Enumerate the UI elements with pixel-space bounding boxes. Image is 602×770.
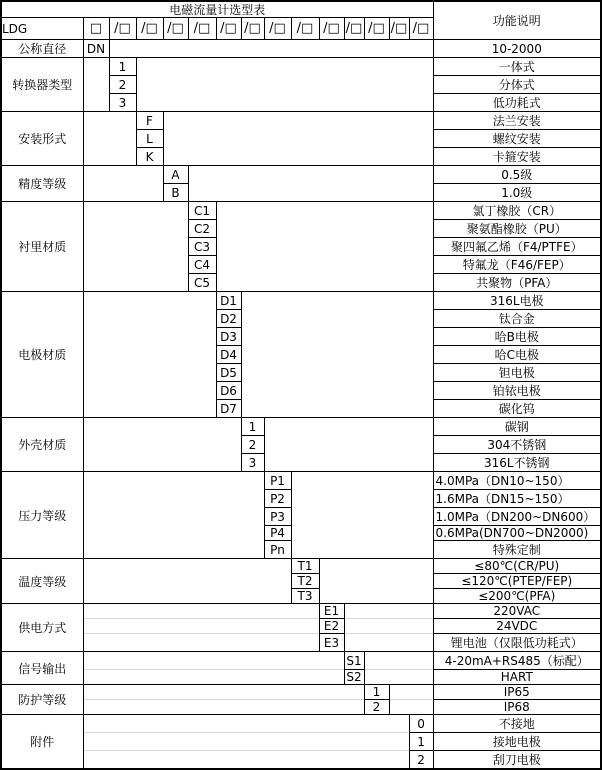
code-cell: L [136,130,163,148]
blank-filler-right [163,112,433,130]
blank-filler-right [344,604,433,619]
table-row [1,733,601,751]
code-cell: 0 [409,715,433,733]
table-row [1,346,601,364]
blank-filler-left [83,130,136,148]
function-cell: 法兰安装 [433,112,601,130]
code-cell: 1 [409,733,433,751]
blank-filler-left [83,328,216,346]
code-cell: 1 [241,418,264,436]
code-cell: S1 [344,652,364,670]
function-cell: 分体式 [433,76,601,94]
code-cell: C1 [188,202,216,220]
function-cell: 卡箍安装 [433,148,601,166]
category-label: 衬里材质 [1,202,83,292]
blank-filler-right [163,148,433,166]
code-slot: /□ [163,18,188,40]
blank-filler-left [83,733,409,751]
category-label: 防护等级 [1,685,83,715]
function-cell: IP65 [433,685,601,700]
blank-filler-right [364,652,433,670]
code-cell: T3 [291,589,319,604]
blank-filler-right [241,400,433,418]
blank-filler-left [83,220,188,238]
function-cell: 4.0MPa（DN10~150） [433,472,601,490]
function-cell: 0.5级 [433,166,601,184]
function-cell: 聚氨酯橡胶（PU） [433,220,601,238]
table-row [1,574,601,589]
blank-filler-right [216,220,433,238]
blank-filler-right [291,526,433,541]
selection-table-body [1,40,601,770]
table-row [1,130,601,148]
code-cell: T2 [291,574,319,589]
blank-filler-left [83,715,409,733]
blank-filler-left [83,184,163,202]
blank-filler-left [83,292,216,310]
table-row [1,604,601,619]
blank-filler-right [241,292,433,310]
code-cell: E2 [319,619,344,634]
blank-filler-left [83,526,264,541]
function-cell: 聚四氟乙烯（F4/PTFE） [433,238,601,256]
blank-filler-left [83,700,364,715]
category-label: 电极材质 [1,292,83,418]
blank-filler-right [319,574,433,589]
code-cell: C3 [188,238,216,256]
blank-filler-right [389,700,433,715]
title-row [1,1,601,18]
table-row [1,589,601,604]
blank-filler-right [389,685,433,700]
function-cell: 刮刀电极 [433,751,601,770]
blank-filler-left [83,166,163,184]
function-cell: 低功耗式 [433,94,601,112]
code-cell: K [136,148,163,166]
code-cell: D7 [216,400,241,418]
blank-filler-left [83,382,216,400]
function-cell: 特殊定制 [433,541,601,559]
blank-filler-left [83,634,319,652]
blank-filler-left [83,148,136,166]
code-cell: E3 [319,634,344,652]
function-cell: 钽电极 [433,364,601,382]
blank-filler-right [216,238,433,256]
code-slot: /□ [291,18,319,40]
code-cell: P2 [264,490,291,508]
blank-filler-right [241,382,433,400]
category-label: 信号输出 [1,652,83,685]
code-cell: 2 [409,751,433,770]
table-row [1,541,601,559]
function-cell: 碳钢 [433,418,601,436]
function-column-header: 功能说明 [433,1,601,40]
code-cell: B [163,184,188,202]
blank-filler-left [83,574,291,589]
table-row [1,751,601,770]
blank-filler-left [83,670,344,685]
table-row [1,94,601,112]
function-cell: 220VAC [433,604,601,619]
table-row [1,256,601,274]
table-row [1,400,601,418]
table-row [1,202,601,220]
blank-filler-right [188,166,433,184]
category-label: 转换器类型 [1,58,83,112]
code-slot: /□ [241,18,264,40]
blank-filler-right [319,589,433,604]
blank-filler-right [136,94,433,112]
table-row [1,454,601,472]
code-cell: D4 [216,346,241,364]
blank-filler-right [291,541,433,559]
selection-table-header [1,1,601,40]
blank-filler-left [83,256,188,274]
function-cell: 锂电池（仅限低功耗式） [433,634,601,652]
category-label: 供电方式 [1,604,83,652]
blank-filler-right [241,364,433,382]
code-slot: /□ [264,18,291,40]
category-label: 精度等级 [1,166,83,202]
function-cell: 哈B电极 [433,328,601,346]
code-cell: 1 [364,685,389,700]
function-cell: 铂铱电极 [433,382,601,400]
category-label: 安装形式 [1,112,83,166]
blank-filler-right [241,310,433,328]
code-cell: 2 [109,76,136,94]
code-slot: /□ [409,18,433,40]
blank-filler-left [83,541,264,559]
blank-filler-right [136,58,433,76]
table-row [1,238,601,256]
code-cell: P1 [264,472,291,490]
code-cell: 1 [109,58,136,76]
blank-filler-right [319,559,433,574]
blank-filler-left [83,652,344,670]
blank-filler-left [83,559,291,574]
function-cell: 共聚物（PFA） [433,274,601,292]
function-cell: 1.0MPa（DN200~DN600） [433,508,601,526]
code-cell: DN [83,40,109,58]
code-cell: D6 [216,382,241,400]
blank-filler-left [83,751,409,770]
blank-filler-left [83,274,188,292]
table-row [1,559,601,574]
code-cell: P3 [264,508,291,526]
table-row [1,184,601,202]
table-row [1,652,601,670]
table-row [1,274,601,292]
category-label: 公称直径 [1,40,83,58]
function-cell: 螺纹安装 [433,130,601,148]
blank-filler-right [136,76,433,94]
table-row [1,490,601,508]
table-row [1,364,601,382]
table-row [1,436,601,454]
category-label: 外壳材质 [1,418,83,472]
blank-filler-left [83,112,136,130]
code-cell: S2 [344,670,364,685]
function-cell: 4-20mA+RS485（标配） [433,652,601,670]
code-box: □ [83,18,109,40]
table-row [1,328,601,346]
blank-filler-right [241,328,433,346]
blank-filler-right [344,634,433,652]
code-cell: F [136,112,163,130]
blank-filler-right [264,454,433,472]
table-row [1,508,601,526]
table-row [1,715,601,733]
table-row [1,220,601,238]
function-cell: 1.6MPa（DN15~150） [433,490,601,508]
blank-filler-right [216,256,433,274]
blank-filler-left [83,472,264,490]
blank-filler-left [83,400,216,418]
code-cell: D2 [216,310,241,328]
table-row [1,619,601,634]
blank-filler-left [83,364,216,382]
category-label: 附件 [1,715,83,770]
blank-filler-right [216,274,433,292]
table-row [1,310,601,328]
blank-filler-left [83,94,109,112]
code-cell: P4 [264,526,291,541]
table-row [1,76,601,94]
blank-filler-right [344,619,433,634]
function-cell: 特氟龙（F46/FEP） [433,256,601,274]
code-cell: 3 [241,454,264,472]
code-slot: /□ [216,18,241,40]
blank-filler-right [291,490,433,508]
table-row [1,700,601,715]
table-row [1,112,601,130]
blank-filler-left [83,238,188,256]
code-slot: /□ [136,18,163,40]
function-cell: 316L不锈钢 [433,454,601,472]
function-cell: 氯丁橡胶（CR） [433,202,601,220]
code-slot: /□ [344,18,364,40]
function-cell: 304不锈钢 [433,436,601,454]
code-cell: C4 [188,256,216,274]
table-row [1,58,601,76]
blank-filler-left [83,436,241,454]
blank-filler-left [83,490,264,508]
category-label: 温度等级 [1,559,83,604]
blank-filler-right [216,202,433,220]
blank-filler-left [83,454,241,472]
blank-filler-right [364,670,433,685]
code-cell: D3 [216,328,241,346]
code-slot: /□ [319,18,344,40]
function-cell: 一体式 [433,58,601,76]
code-cell: T1 [291,559,319,574]
blank-filler-left [83,619,319,634]
code-cell: D1 [216,292,241,310]
table-row [1,40,601,58]
blank-filler-left [83,58,109,76]
blank-filler-left [83,604,319,619]
code-cell: 2 [241,436,264,454]
function-cell: 0.6MPa(DN700~DN2000) [433,526,601,541]
function-cell: ≤200℃(PFA) [433,589,601,604]
function-cell: 不接地 [433,715,601,733]
blank-filler-right [291,472,433,490]
blank-filler-left [83,508,264,526]
blank-filler-right [188,184,433,202]
code-slot: /□ [389,18,409,40]
model-prefix: LDG [1,18,83,40]
function-cell: 10-2000 [433,40,601,58]
function-cell: ≤80℃(CR/PU) [433,559,601,574]
function-cell: 接地电极 [433,733,601,751]
code-cell: E1 [319,604,344,619]
function-cell: 1.0级 [433,184,601,202]
blank-filler-right [109,40,433,58]
function-cell: 钛合金 [433,310,601,328]
code-cell: 3 [109,94,136,112]
code-cell: Pn [264,541,291,559]
category-label: 压力等级 [1,472,83,559]
page-title: 电磁流量计选型表 [1,1,433,18]
blank-filler-right [163,130,433,148]
function-cell: ≤120℃(PTEP/FEP) [433,574,601,589]
function-cell: IP68 [433,700,601,715]
blank-filler-right [264,418,433,436]
code-slot: /□ [364,18,389,40]
table-row [1,166,601,184]
function-cell: 碳化钨 [433,400,601,418]
blank-filler-left [83,685,364,700]
code-slot: /□ [188,18,216,40]
blank-filler-left [83,418,241,436]
table-row [1,526,601,541]
function-cell: 24VDC [433,619,601,634]
blank-filler-left [83,346,216,364]
blank-filler-left [83,310,216,328]
code-cell: 2 [364,700,389,715]
blank-filler-right [291,508,433,526]
code-cell: A [163,166,188,184]
table-row [1,418,601,436]
code-slot: /□ [109,18,136,40]
table-row [1,472,601,490]
table-row [1,634,601,652]
code-cell: C5 [188,274,216,292]
code-cell: D5 [216,364,241,382]
table-row [1,148,601,166]
blank-filler-left [83,202,188,220]
code-cell: C2 [188,220,216,238]
table-row [1,382,601,400]
blank-filler-left [83,76,109,94]
blank-filler-right [264,436,433,454]
table-row [1,292,601,310]
blank-filler-right [241,346,433,364]
function-cell: 316L电极 [433,292,601,310]
blank-filler-left [83,589,291,604]
table-row [1,685,601,700]
function-cell: 哈C电极 [433,346,601,364]
table-row [1,670,601,685]
function-cell: HART [433,670,601,685]
